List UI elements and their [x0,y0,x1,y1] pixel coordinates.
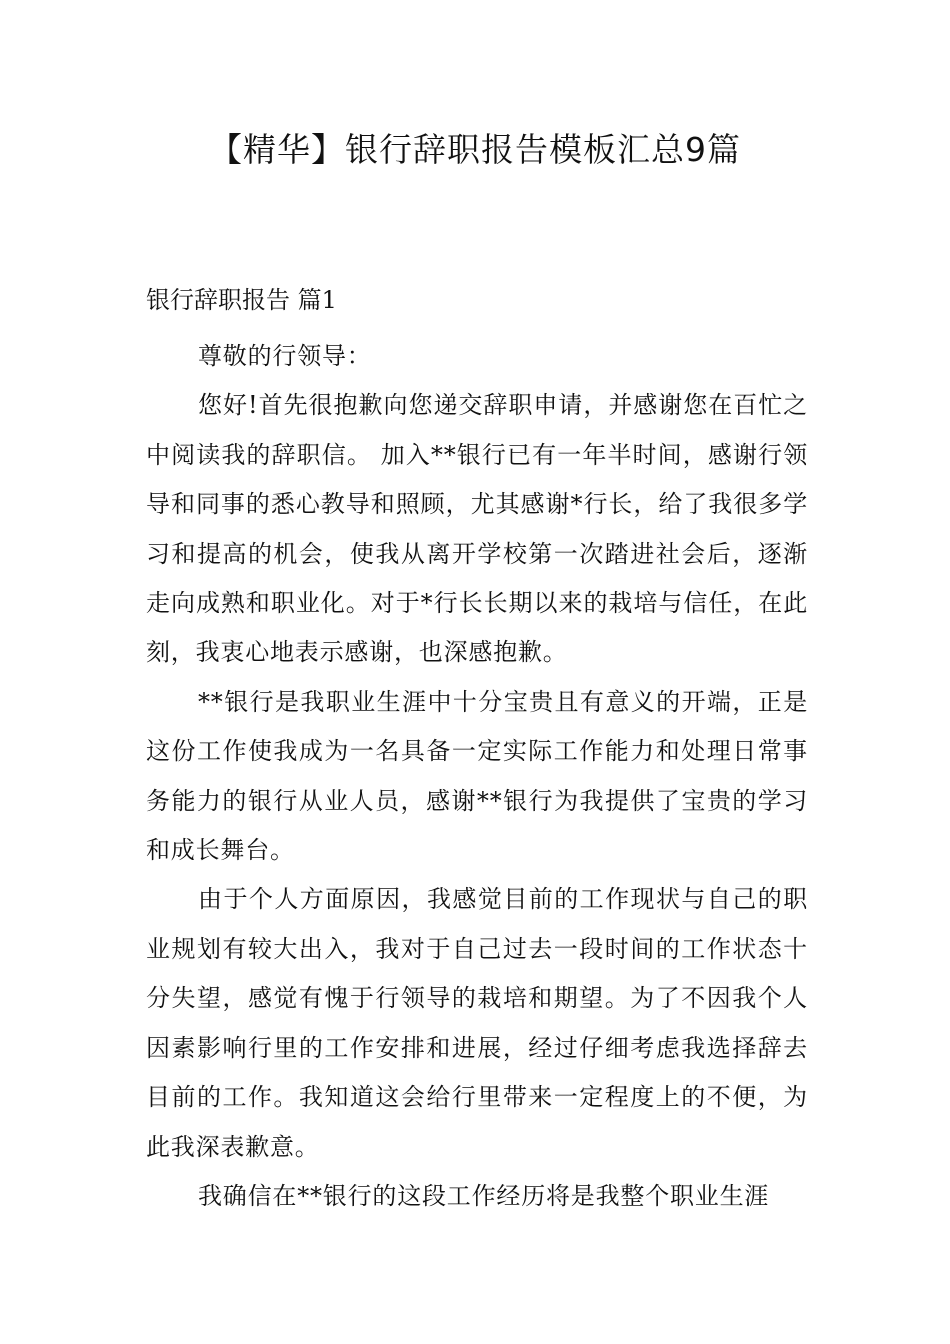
document-body [146,332,808,1221]
document-title: 【精华】银行辞职报告模板汇总9篇 [209,130,741,169]
body-paragraph: 您好!首先很抱歉向您递交辞职申请，并感谢您在百忙之中阅读我的辞职信。 加入**银行已有一年半时间，感谢行领导和同事的悉心教导和照顾，尤其感谢*行长，给了我很多学习和提高的机会，使我从离开学校第一次踏进社会后，逐渐走向成熟和职业化。对于*行长长期以来的栽培与信任，在此刻，我衷心地表示感谢，也深感抱歉。 [146,391,808,667]
section-heading: 银行辞职报告 篇1 [146,286,337,314]
body-paragraph: 由于个人方面原因，我感觉目前的工作现状与自己的职业规划有较大出入，我对于自己过去一段时间的工作状态十分失望，感觉有愧于行领导的栽培和期望。为了不因我个人因素影响行里的工作安排和进展，经过仔细考虑我选择辞去目前的工作。我知道这会给行里带来一定程度上的不便，为此我深表歉意。 [146,885,808,1161]
body-paragraph: **银行是我职业生涯中十分宝贵且有意义的开端，正是这份工作使我成为一名具备一定实际工作能力和处理日常事务能力的银行从业人员，感谢**银行为我提供了宝贵的学习和成长舞台。 [146,687,808,865]
salutation-paragraph: 尊敬的行领导： [198,342,372,370]
body-paragraph: 我确信在**银行的这段工作经历将是我整个职业生涯 [198,1181,770,1210]
